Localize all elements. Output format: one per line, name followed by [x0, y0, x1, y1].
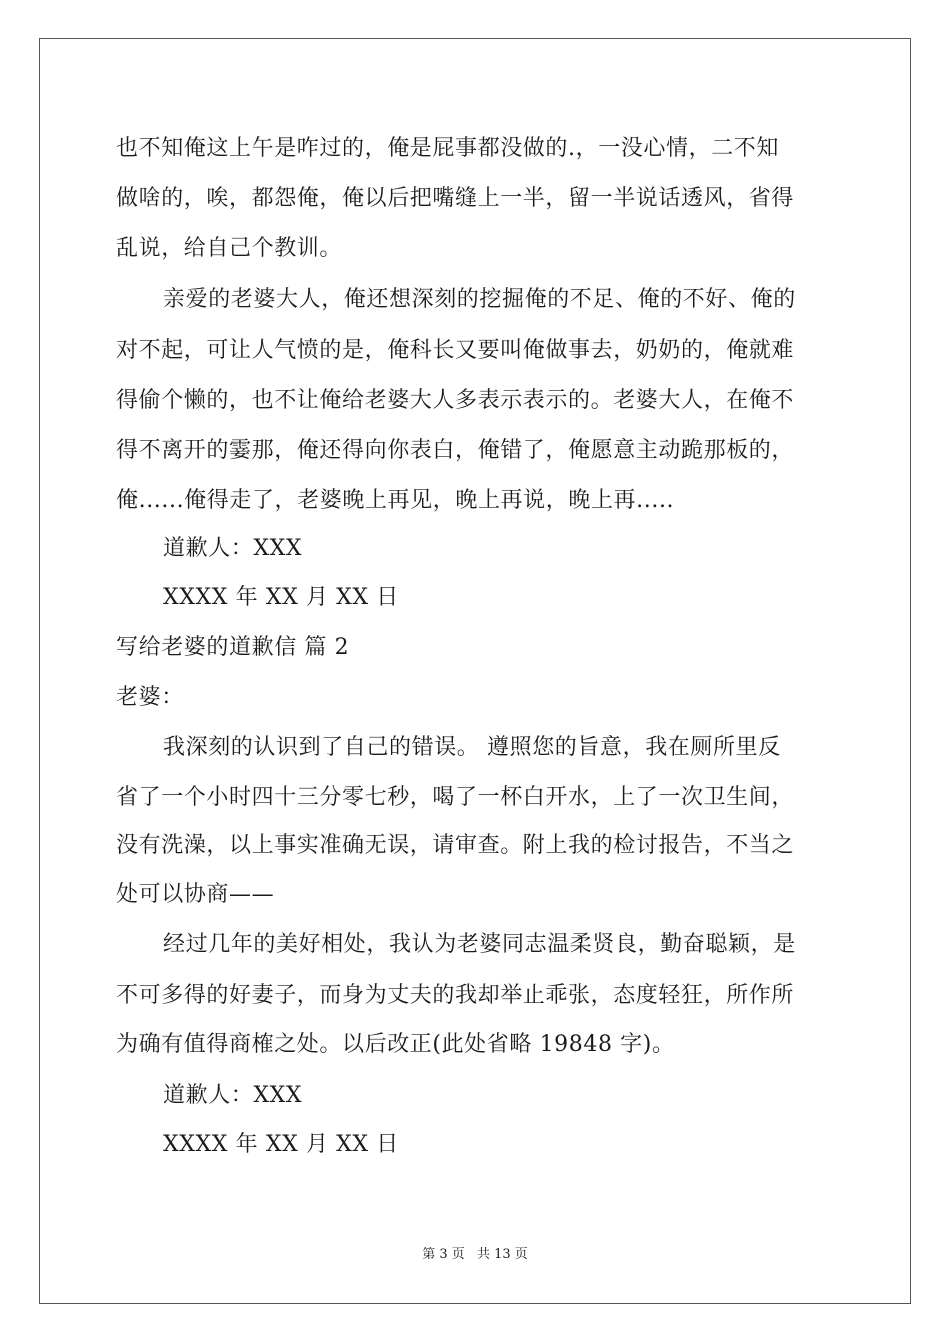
signature-line: 道歉人：XXX	[163, 536, 303, 561]
section-title: 写给老婆的道歉信 篇 2	[116, 635, 350, 660]
text-line: 处可以协商——	[116, 882, 275, 907]
page-total: 共 13 页	[476, 1247, 528, 1262]
text-line: 也不知俺这上午是咋过的，俺是屁事都没做的.，一没心情，二不知	[116, 136, 779, 161]
text-line: 对不起，可让人气愤的是，俺科长又要叫俺做事去，奶奶的，俺就难	[116, 338, 795, 363]
text-line: 得不离开的霎那，俺还得向你表白，俺错了，俺愿意主动跪那板的，	[116, 438, 795, 463]
text-line: 不可多得的好妻子，而身为丈夫的我却举止乖张，态度轻狂，所作所	[116, 983, 795, 1008]
text-line: 没有洗澡，以上事实准确无误，请审查。附上我的检讨报告，不当之	[116, 833, 795, 858]
text-line: 省了一个小时四十三分零七秒，喝了一杯白开水，上了一次卫生间，	[116, 785, 795, 810]
signature-line: 道歉人：XXX	[163, 1083, 303, 1108]
text-line: 得偷个懒的，也不让俺给老婆大人多表示表示的。老婆大人，在俺不	[116, 388, 795, 413]
text-line: 为确有值得商榷之处。以后改正(此处省略 19848 字)。	[116, 1032, 675, 1057]
page-border	[39, 38, 911, 1304]
text-line: 亲爱的老婆大人，俺还想深刻的挖掘俺的不足、俺的不好、俺的	[163, 287, 796, 312]
text-line: 俺......俺得走了，老婆晚上再见，晚上再说，晚上再.....	[116, 488, 675, 513]
page-number: 第 3 页	[422, 1247, 465, 1262]
text-line: 经过几年的美好相处，我认为老婆同志温柔贤良，勤奋聪颖，是	[163, 932, 796, 957]
salutation: 老婆：	[116, 685, 184, 710]
date-line: XXXX 年 XX 月 XX 日	[163, 1132, 399, 1157]
text-line: 乱说，给自己个教训。	[116, 236, 343, 261]
text-line: 我深刻的认识到了自己的错误。 遵照您的旨意，我在厕所里反	[163, 735, 781, 760]
date-line: XXXX 年 XX 月 XX 日	[163, 585, 399, 610]
text-line: 做啥的，唉，都怨俺，俺以后把嘴缝上一半，留一半说话透风，省得	[116, 186, 795, 211]
page-footer	[0, 1246, 950, 1264]
